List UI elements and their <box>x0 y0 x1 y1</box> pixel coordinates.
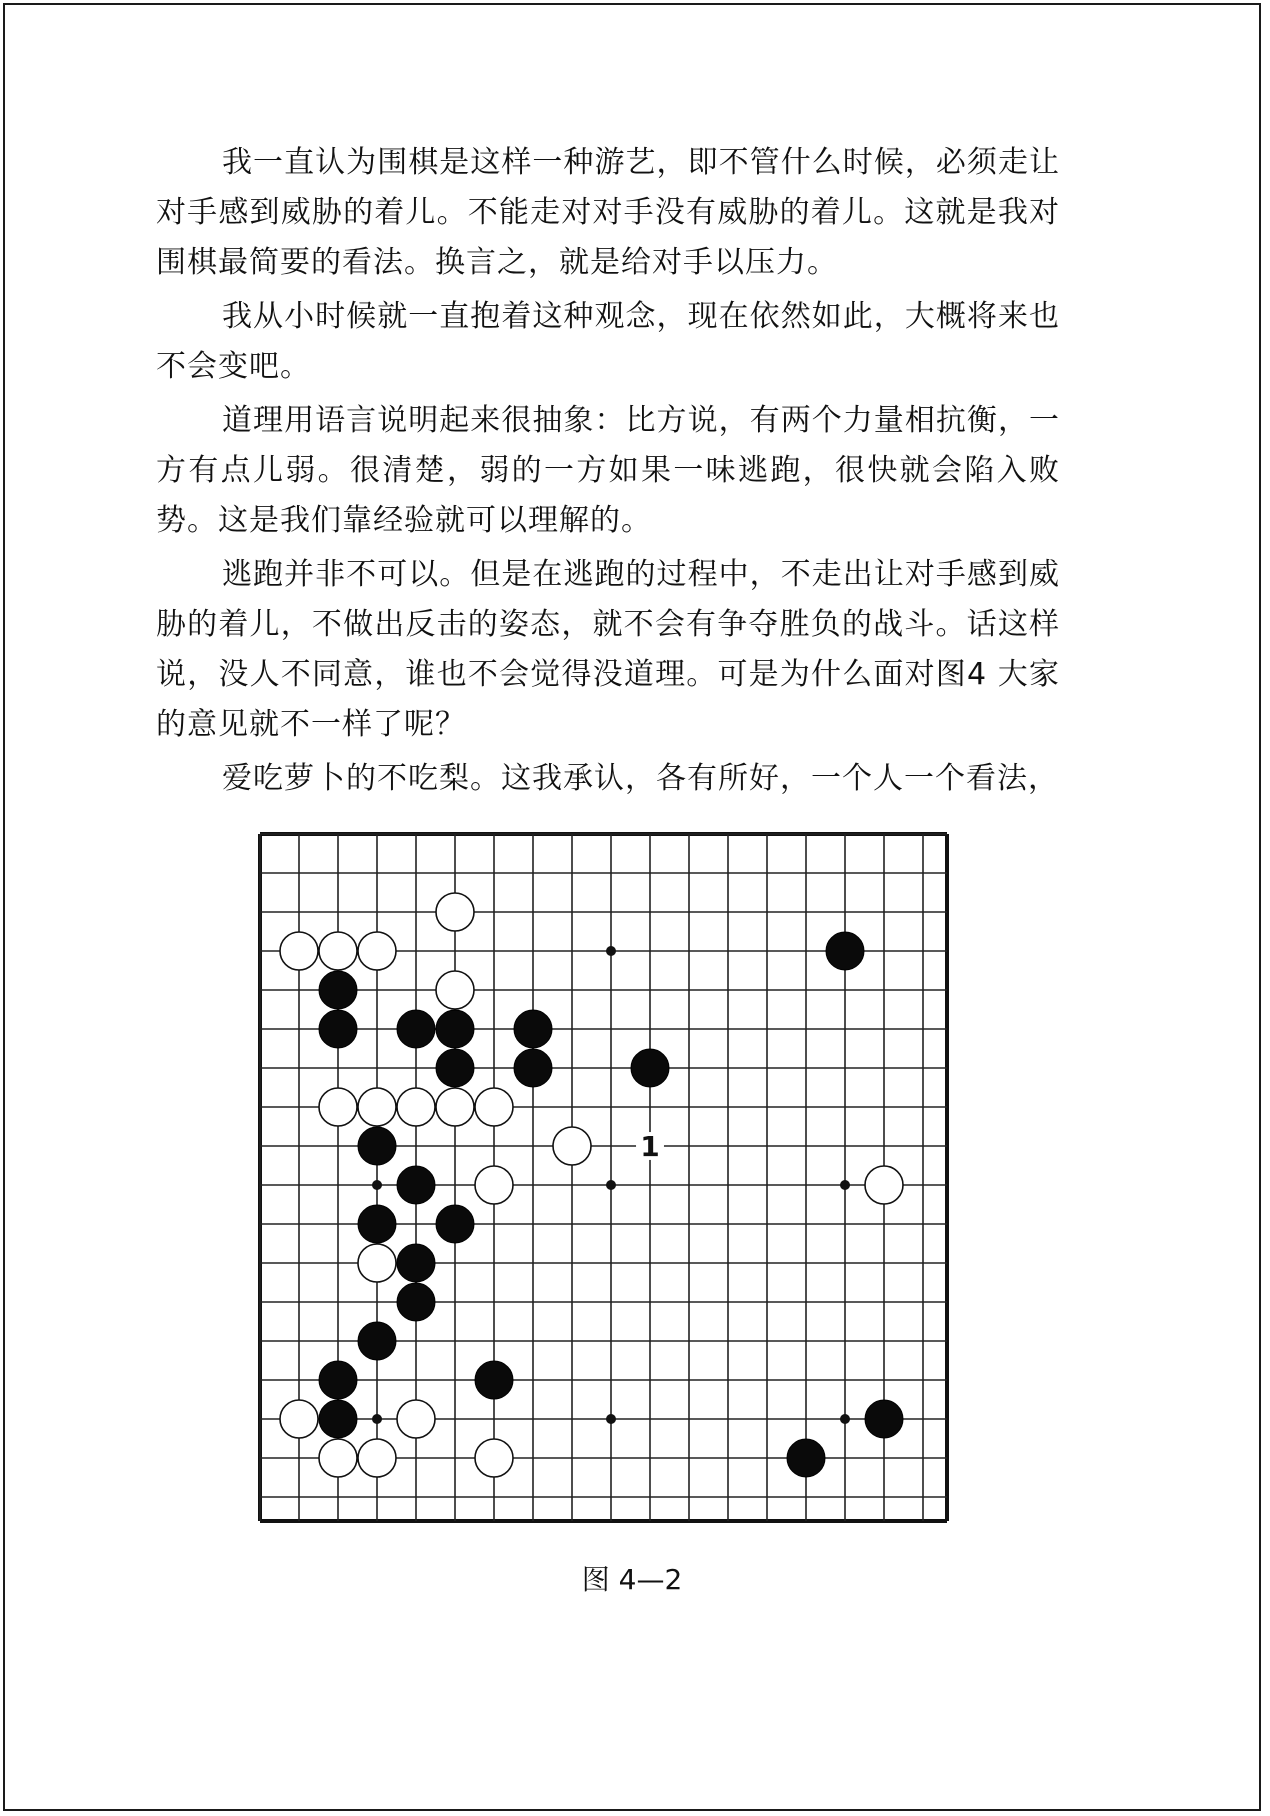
go-diagram <box>252 826 972 1566</box>
black-stone <box>514 1010 552 1048</box>
star-point <box>372 1414 382 1424</box>
paragraph-5: 爱吃萝卜的不吃梨。这我承认，各有所好，一个人一个看法， <box>222 761 1059 796</box>
star-point <box>840 1414 850 1424</box>
paragraph-4: 逃跑并非不可以。但是在逃跑的过程中，不走出让对手感到威胁的着儿，不做出反击的姿态，就不会有争夺胜负的战斗。话这样说，没人不同意，谁也不会觉得没道理。可是为什么面对图4 大家的意见就不一样了呢？ <box>156 557 1060 742</box>
black-stone <box>631 1049 669 1087</box>
white-stone <box>553 1127 591 1165</box>
black-stone <box>319 1400 357 1438</box>
black-stone <box>358 1205 396 1243</box>
black-stone <box>475 1361 513 1399</box>
black-stone <box>397 1010 435 1048</box>
paragraph-3: 道理用语言说明起来很抽象：比方说，有两个力量相抗衡，一方有点儿弱。很清楚，弱的一方如果一味逃跑，很快就会陷入败势。这是我们靠经验就可以理解的。 <box>156 403 1060 538</box>
black-stone <box>787 1439 825 1477</box>
white-stone <box>280 932 318 970</box>
paragraph-2: 我从小时候就一直抱着这种观念，现在依然如此，大概将来也不会变吧。 <box>156 299 1060 384</box>
black-stone <box>514 1049 552 1087</box>
paragraph-1: 我一直认为围棋是这样一种游艺，即不管什么时候，必须走让对手感到威胁的着儿。不能走对对手没有威胁的着儿。这就是我对围棋最简要的看法。换言之，就是给对手以压力。 <box>156 145 1060 280</box>
white-stone <box>358 932 396 970</box>
white-stone <box>358 1439 396 1477</box>
black-stone <box>358 1322 396 1360</box>
white-stone <box>436 1088 474 1126</box>
white-stone <box>358 1088 396 1126</box>
white-stone <box>319 1439 357 1477</box>
white-stone <box>319 1088 357 1126</box>
go-board <box>252 826 972 1566</box>
black-stone <box>436 1010 474 1048</box>
black-stone <box>865 1400 903 1438</box>
black-stone <box>397 1244 435 1282</box>
black-stone <box>397 1283 435 1321</box>
black-stone <box>319 1010 357 1048</box>
black-stone <box>319 971 357 1009</box>
black-stone <box>358 1127 396 1165</box>
white-stone <box>358 1244 396 1282</box>
text-block <box>156 138 1060 804</box>
star-point <box>606 1414 616 1424</box>
black-stone <box>436 1205 474 1243</box>
white-stone <box>475 1088 513 1126</box>
star-point <box>840 1180 850 1190</box>
black-stone <box>397 1166 435 1204</box>
star-point <box>372 1180 382 1190</box>
white-stone <box>397 1088 435 1126</box>
white-stone <box>280 1400 318 1438</box>
black-stone <box>436 1049 474 1087</box>
white-stone <box>475 1439 513 1477</box>
move-number-label: 1 <box>640 1130 660 1163</box>
white-stone <box>436 971 474 1009</box>
black-stone <box>826 932 864 970</box>
white-stone <box>475 1166 513 1204</box>
figure-caption: 图 4—2 <box>581 1563 683 1596</box>
black-stone <box>319 1361 357 1399</box>
white-stone <box>865 1166 903 1204</box>
white-stone <box>436 893 474 931</box>
white-stone <box>397 1400 435 1438</box>
star-point <box>606 946 616 956</box>
star-point <box>606 1180 616 1190</box>
white-stone <box>319 932 357 970</box>
